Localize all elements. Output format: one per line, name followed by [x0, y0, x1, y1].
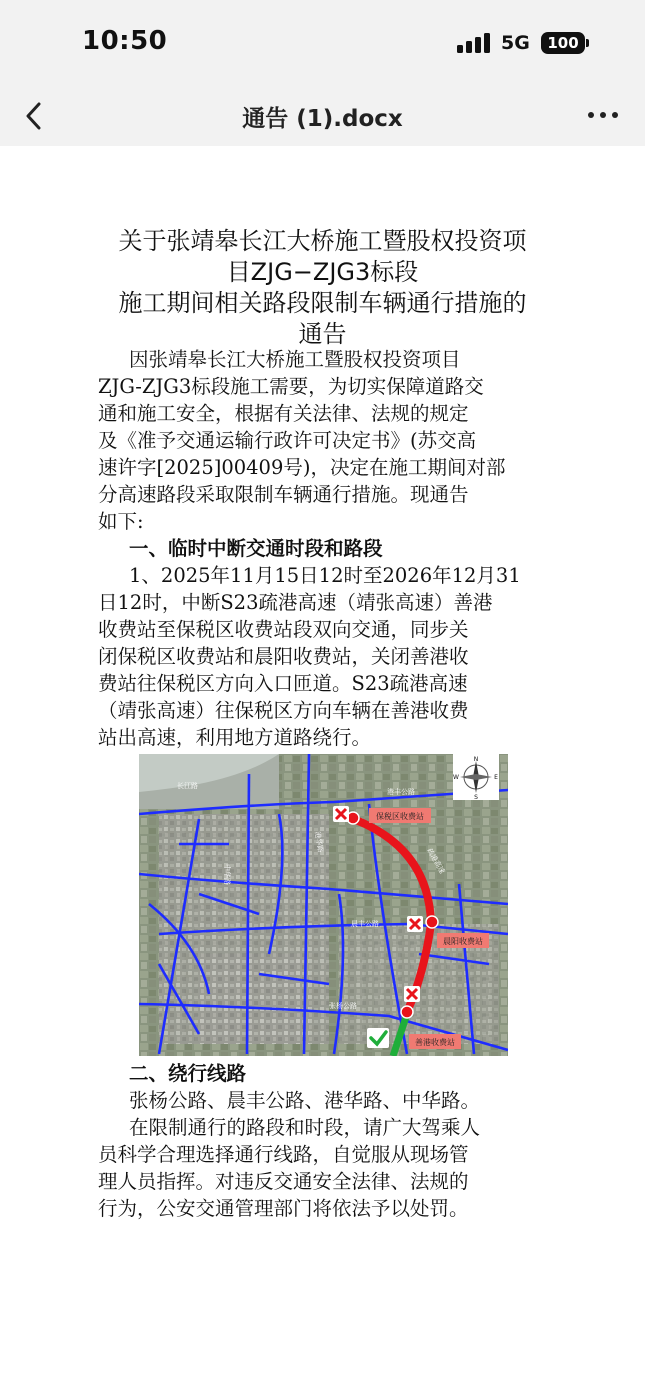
map-label-chenfeng: 晨丰公路 [351, 920, 379, 928]
notice-title-line: 通告 [298, 320, 347, 348]
map-label-zhangyang: 张杨公路 [329, 1002, 357, 1010]
intro-paragraph-line: 分高速路段采取限制车辆通行措施。现通告 [98, 483, 469, 506]
svg-text:W: W [453, 774, 459, 781]
status-bar [0, 0, 645, 88]
notice-title-line: 施工期间相关路段限制车辆通行措施的 [118, 289, 527, 317]
route-map-image [139, 754, 508, 1056]
battery-cap [586, 39, 589, 47]
intro-paragraph-line: 因张靖皋长江大桥施工暨股权投资项目 [129, 348, 461, 371]
section-2-heading: 二、绕行线路 [129, 1062, 247, 1085]
cellular-signal-icon [457, 33, 493, 53]
map-label-changjiang: 长江路 [177, 782, 198, 790]
network-type: 5G [501, 32, 530, 54]
section-2-line: 员科学合理选择通行线路，自觉服从现场管 [98, 1143, 469, 1166]
map-label-baoshuiqu: 保税区收费站 [376, 812, 424, 821]
map-label-ganghua: 港华路 [313, 830, 325, 854]
closed-x-icon [407, 916, 423, 932]
section-2-line: 行为，公安交通管理部门将依法予以处罚。 [98, 1197, 469, 1220]
section-1-line: 费站往保税区方向入口匝道。S23疏港高速 [98, 672, 468, 695]
section-1-line: 1、2025年11月15日12时至2026年12月31 [129, 564, 521, 587]
map-label-zhonghua: 中华路 [223, 864, 231, 885]
section-1-heading: 一、临时中断交通时段和路段 [129, 537, 383, 560]
section-1-line: 闭保税区收费站和晨阳收费站，关闭善港收 [98, 645, 469, 668]
section-2-line: 在限制通行的路段和时段，请广大驾乘人 [129, 1116, 481, 1139]
intro-paragraph-line: 速许字[2025]00409号)，决定在施工期间对部 [98, 456, 506, 479]
section-2-line: 理人员指挥。对违反交通安全法律、法规的 [98, 1170, 469, 1193]
intro-paragraph-line: 通和施工安全，根据有关法律、法规的规定 [98, 402, 469, 425]
status-time: 10:50 [82, 26, 168, 56]
map-label-shangang: 善港收费站 [415, 1038, 455, 1047]
svg-text:S: S [474, 794, 478, 801]
route-map-svg [139, 754, 508, 1056]
intro-paragraph-line: 及《准予交通运输行政许可决定书》(苏交高 [98, 429, 477, 452]
section-1-line: 收费站至保税区收费站段双向交通，同步关 [98, 618, 469, 641]
more-options-icon[interactable] [586, 108, 620, 122]
closed-x-icon [333, 806, 349, 822]
navigation-bar [0, 88, 645, 146]
notice-title-line: 关于张靖皋长江大桥施工暨股权投资项 [118, 227, 527, 255]
document-filename: 通告 (1).docx [242, 106, 403, 132]
map-label-gangfeng: 港丰公路 [387, 788, 415, 796]
section-2-line: 张杨公路、晨丰公路、港华路、中华路。 [129, 1089, 481, 1112]
intro-paragraph-line: 如下: [98, 510, 144, 533]
closed-x-icon [404, 986, 420, 1002]
notice-title-line: 目ZJG−ZJG3标段 [226, 258, 419, 286]
open-check-icon [367, 1028, 389, 1048]
map-label-shugang: 疏港高速 [425, 847, 447, 876]
intro-paragraph-line: ZJG-ZJG3标段施工需要，为切实保障道路交 [98, 375, 484, 398]
compass-icon [453, 754, 499, 801]
battery-icon: 100 [541, 32, 585, 54]
section-1-line: 站出高速，利用地方道路绕行。 [98, 726, 372, 749]
section-1-line: 日12时，中断S23疏港高速（靖张高速）善港 [98, 591, 493, 614]
map-label-chenyang: 晨阳收费站 [443, 937, 483, 946]
svg-text:N: N [473, 756, 479, 763]
section-1-line: （靖张高速）往保税区方向车辆在善港收费 [98, 699, 469, 722]
svg-text:E: E [494, 774, 498, 781]
